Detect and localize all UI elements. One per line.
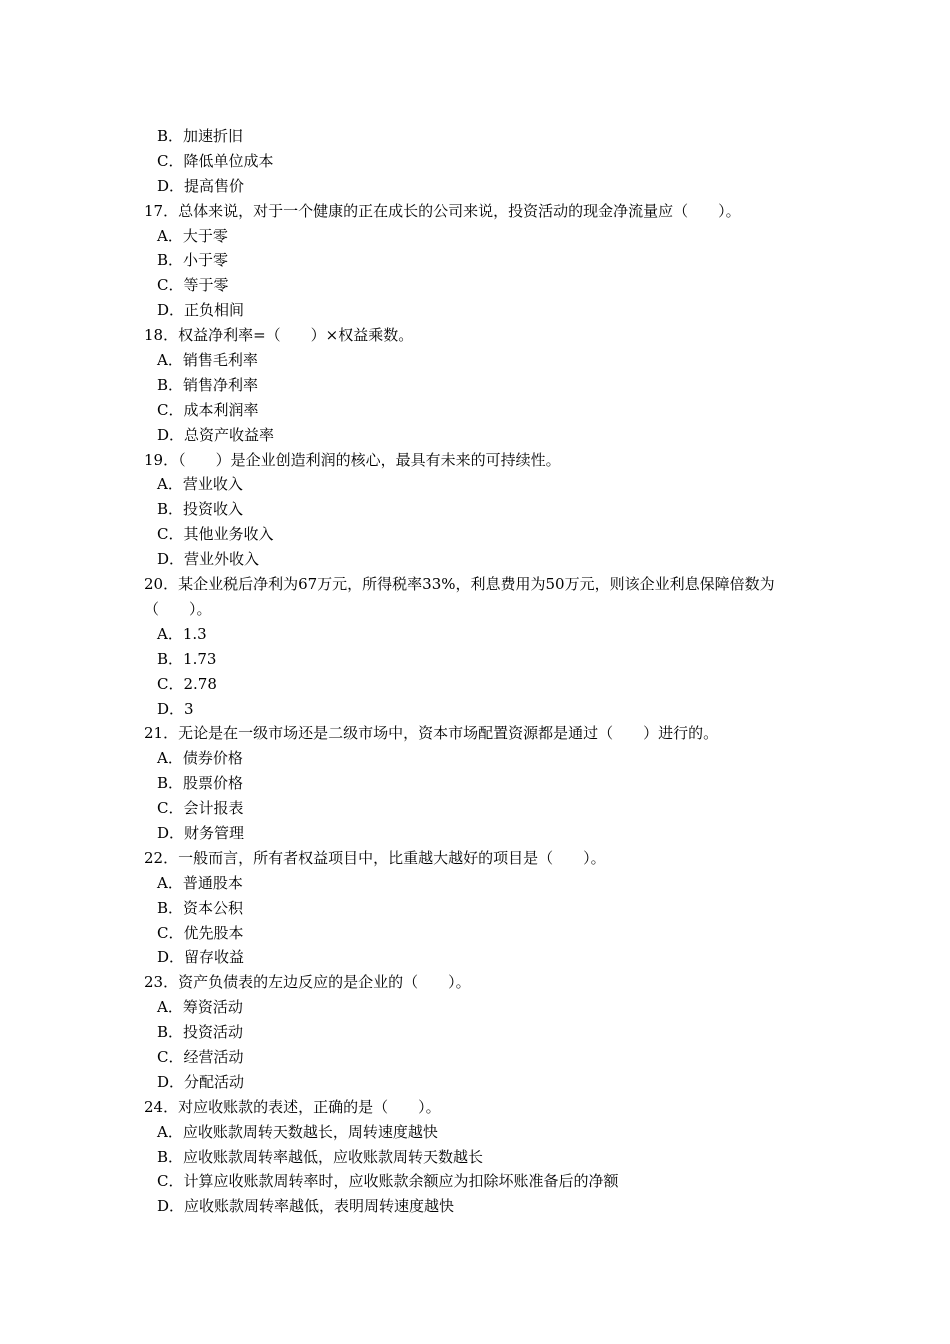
document-page bbox=[144, 124, 814, 1219]
question-24-option: B．应收账款周转率越低，应收账款周转天数越长 bbox=[157, 1147, 484, 1166]
option-line: C．降低单位成本 bbox=[157, 151, 274, 170]
question-23-option: A．筹资活动 bbox=[157, 998, 243, 1017]
question-22-option: C．优先股本 bbox=[157, 923, 244, 942]
question-22-stem: 22．一般而言，所有者权益项目中，比重越大越好的项目是（ ）。 bbox=[144, 848, 606, 867]
question-24-option: A．应收账款周转天数越长，周转速度越快 bbox=[157, 1122, 438, 1141]
question-22-option: D．留存收益 bbox=[157, 948, 245, 967]
question-17-option: B．小于零 bbox=[157, 251, 229, 270]
option-line: D．提高售价 bbox=[157, 176, 245, 195]
question-22-option: B．资本公积 bbox=[157, 898, 244, 917]
question-18-option: A．销售毛利率 bbox=[157, 351, 258, 370]
question-18-option: B．销售净利率 bbox=[157, 375, 259, 394]
question-19-option: D．营业外收入 bbox=[157, 550, 260, 569]
question-18-option: C．成本利润率 bbox=[157, 400, 259, 419]
question-20-option: D．3 bbox=[157, 699, 194, 718]
question-24-option: D．应收账款周转率越低，表明周转速度越快 bbox=[157, 1197, 455, 1216]
question-20-option: A．1.3 bbox=[157, 624, 207, 643]
question-18-stem: 18．权益净利率=（ ）×权益乘数。 bbox=[144, 326, 414, 345]
question-22-option: A．普通股本 bbox=[157, 873, 243, 892]
question-20-stem: 20．某企业税后净利为67万元，所得税率33%，利息费用为50万元，则该企业利息保障倍数为（ ）。 bbox=[144, 575, 775, 618]
question-19-option: B．投资收入 bbox=[157, 500, 244, 519]
question-21-option: C．会计报表 bbox=[157, 799, 244, 818]
question-19-stem: 19．（ ）是企业创造利润的核心，最具有未来的可持续性。 bbox=[144, 450, 561, 469]
question-24-stem: 24．对应收账款的表述，正确的是（ ）。 bbox=[144, 1097, 441, 1116]
question-17-option: D．正负相间 bbox=[157, 301, 245, 320]
question-18-option: D．总资产收益率 bbox=[157, 425, 275, 444]
question-21-option: D．财务管理 bbox=[157, 823, 245, 842]
question-23-option: C．经营活动 bbox=[157, 1047, 244, 1066]
question-19-option: C．其他业务收入 bbox=[157, 525, 274, 544]
option-line: B．加速折旧 bbox=[157, 127, 244, 145]
question-23-option: B．投资活动 bbox=[157, 1023, 244, 1042]
question-21-stem: 21．无论是在一级市场还是二级市场中，资本市场配置资源都是通过（ ）进行的。 bbox=[144, 724, 719, 743]
question-24-option: C．计算应收账款周转率时，应收账款余额应为扣除坏账准备后的净额 bbox=[157, 1172, 619, 1191]
question-17-stem: 17．总体来说，对于一个健康的正在成长的公司来说，投资活动的现金净流量应（ ）。 bbox=[144, 201, 741, 220]
question-23-option: D．分配活动 bbox=[157, 1072, 245, 1091]
question-21-option: A．债券价格 bbox=[157, 749, 243, 768]
question-20-option: B．1.73 bbox=[157, 649, 217, 668]
question-17-option: C．等于零 bbox=[157, 276, 229, 295]
question-17-option: A．大于零 bbox=[157, 226, 228, 245]
question-23-stem: 23．资产负债表的左边反应的是企业的（ ）。 bbox=[144, 973, 471, 992]
question-19-option: A．营业收入 bbox=[157, 475, 243, 494]
question-21-option: B．股票价格 bbox=[157, 774, 244, 793]
question-20-option: C．2.78 bbox=[157, 674, 217, 693]
